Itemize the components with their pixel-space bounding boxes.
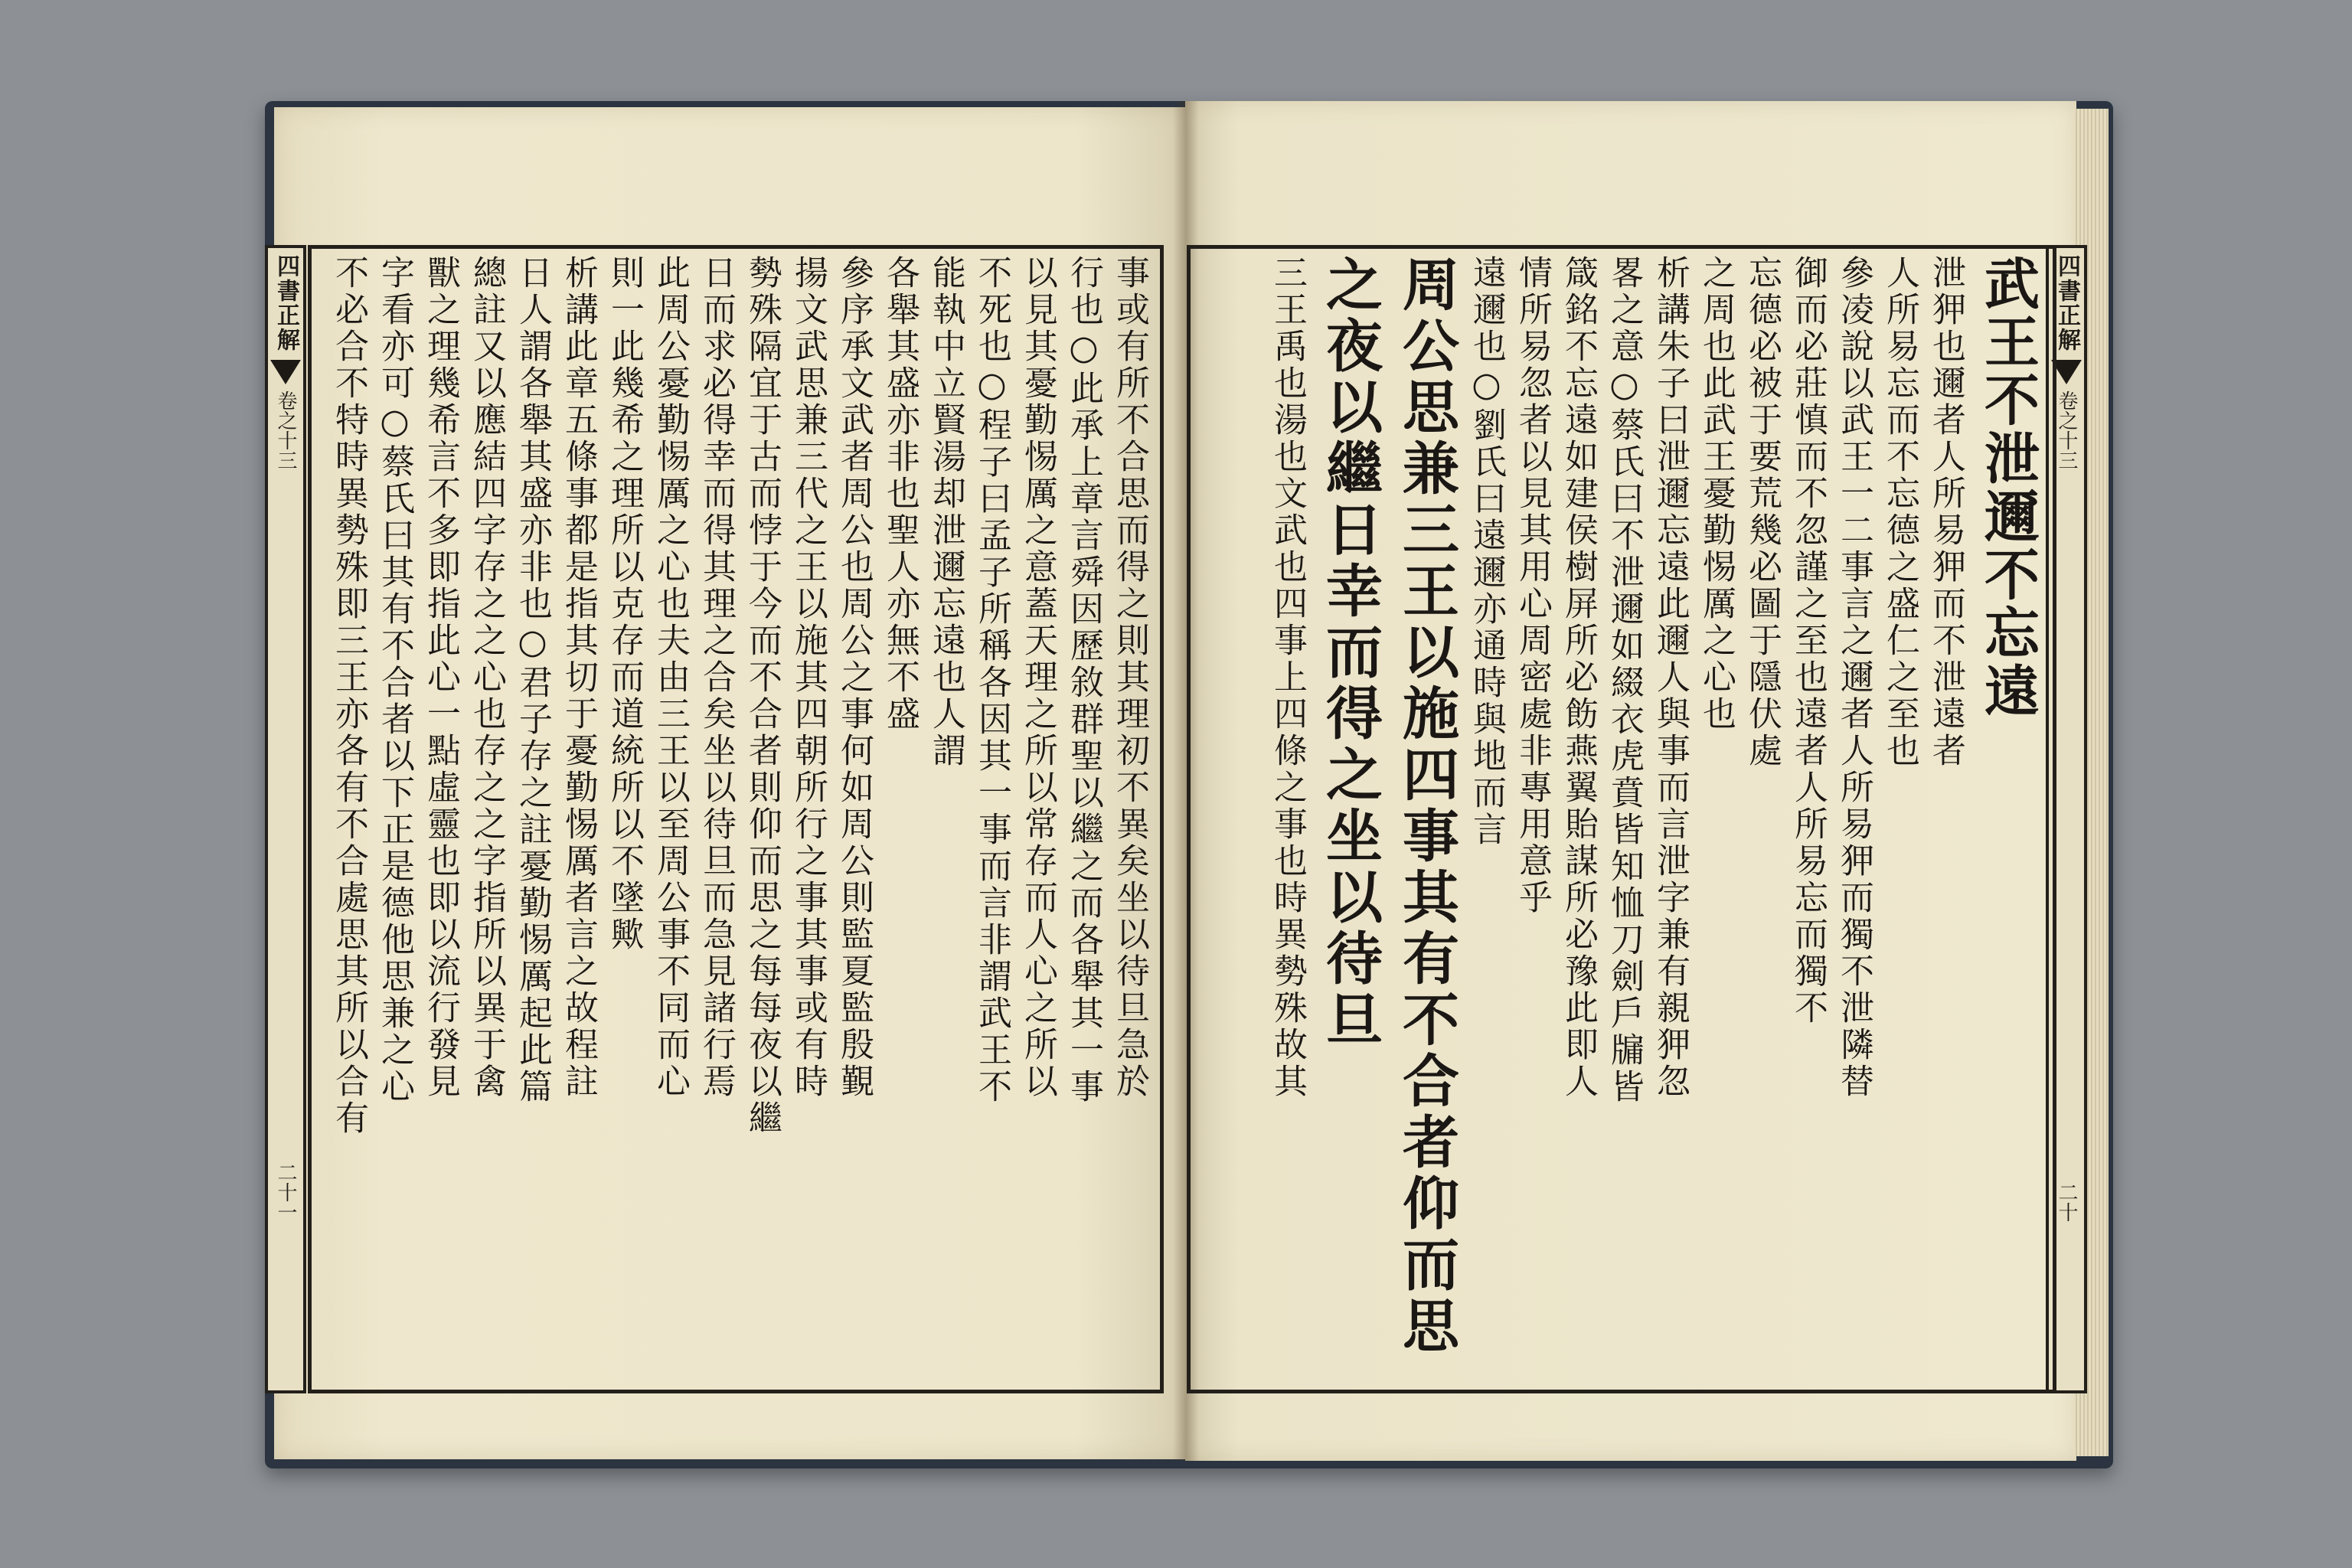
left-text-columns	[322, 255, 1149, 1383]
left-text-frame	[308, 245, 1164, 1393]
left-edge-title: 四書正解	[273, 254, 299, 352]
left-page-column: 揚文武思兼三代之王以施其四朝所行之事其事或有時	[789, 255, 828, 1100]
right-page-column: 忘德必被于要荒幾必圖于隱伏處	[1743, 255, 1782, 769]
left-page-column: 析講此章五條事都是指其切于憂勤惕厲者言之故程註	[559, 255, 598, 1100]
right-page-column: 泄狎也邇者人所易狎而不泄遠者	[1926, 255, 1965, 769]
left-page-column: 各舉其盛亦非也聖人亦無不盛	[880, 255, 920, 733]
left-page-column: 總註又以應結四字存之之心也存之之字指所以異于禽	[467, 255, 506, 1100]
right-page-column: 之夜以繼日幸而得之坐以待旦	[1317, 255, 1383, 1051]
left-page-column: 行也○此承上章言舜因歷敘群聖以繼之而各舉其一事	[1064, 255, 1103, 1106]
left-edge-strip	[265, 245, 306, 1393]
right-edge-title: 四書正解	[2053, 254, 2080, 352]
left-edge-folio: 二十一	[274, 1162, 297, 1222]
right-page-column: 情所易忽者以見其用心周密處非專用意乎	[1513, 255, 1552, 916]
left-page-column: 獸之理幾希言不多即指此心一點虛靈也即以流行發見	[421, 255, 460, 1100]
fish-tail-mark	[270, 360, 301, 384]
left-edge-chapter: 卷之十三	[274, 390, 297, 470]
right-text-columns	[1201, 255, 2042, 1383]
right-page-column: 箴銘不忘遠如建侯樹屏所必飭燕翼貽謀所必豫此即人	[1559, 255, 1598, 1100]
left-page-column: 此周公憂勤惕厲之心也夫由三王以至周公事不同而心	[651, 255, 690, 1100]
left-page-column: 則一此幾希之理所以克存而道統所以不墜歟	[605, 255, 644, 953]
left-page-column: 日而求必得幸而得其理之合矣坐以待旦而急見諸行焉	[697, 255, 736, 1100]
right-page-column: 三王禹也湯也文武也四事上四條之事也時異勢殊故其	[1268, 255, 1307, 1100]
left-page-column: 以見其憂勤惕厲之意蓋天理之所以常存而人心之所以	[1018, 255, 1057, 1100]
left-page-column: 字看亦可○蔡氏曰其有不合者以下正是德他思兼之心	[375, 255, 414, 1106]
right-page-column: 武王不泄邇不忘遠	[1975, 255, 2040, 720]
left-page-column: 不必合不特時異勢殊即三王亦各有不合處思其所以合有	[329, 255, 368, 1137]
left-page-column: 事或有所不合思而得之則其理初不異矣坐以待旦急於	[1110, 255, 1149, 1100]
left-page-column: 日人謂各舉其盛亦非也○君子存之註憂勤惕厲起此篇	[513, 255, 552, 1106]
right-page-column: 周公思兼三王以施四事其有不合者仰而思	[1393, 255, 1459, 1357]
right-page-column: 析講朱子曰泄邇忘遠此邇人與事而言泄字兼有親狎忽	[1651, 255, 1690, 1100]
right-page-column: 之周也此武王憂勤惕厲之心也	[1697, 255, 1736, 733]
left-page-column: 勢殊隔宜于古而悖于今而不合者則仰而思之每每夜以繼	[743, 255, 782, 1137]
right-page-column: 御而必莊慎而不忽謹之至也遠者人所易忘而獨不	[1788, 255, 1828, 1027]
left-page-column: 參序承文武者周公也周公之事何如周公則監夏監殷覲	[835, 255, 874, 1100]
right-page-column: 遠邇也○劉氏曰遠邇亦通時與地而言	[1467, 255, 1506, 848]
right-page-column: 參凌說以武王一二事言之邇者人所易狎而獨不泄隣替	[1834, 255, 1873, 1100]
right-text-frame	[1187, 245, 2056, 1393]
right-page-column: 人所易忘而不忘德之盛仁之至也	[1880, 255, 1919, 769]
left-page-column: 能執中立賢湯却泄邇忘遠也人謂	[926, 255, 965, 769]
right-edge-chapter: 卷之十三	[2055, 390, 2078, 470]
right-edge-folio: 二十	[2055, 1182, 2078, 1222]
right-page-column: 畧之意○蔡氏曰不泄邇如綴衣虎賁皆知恤刀劍戶牖皆	[1605, 255, 1644, 1106]
left-page-column: 不死也○程子曰孟子所稱各因其一事而言非謂武王不	[972, 255, 1011, 1106]
